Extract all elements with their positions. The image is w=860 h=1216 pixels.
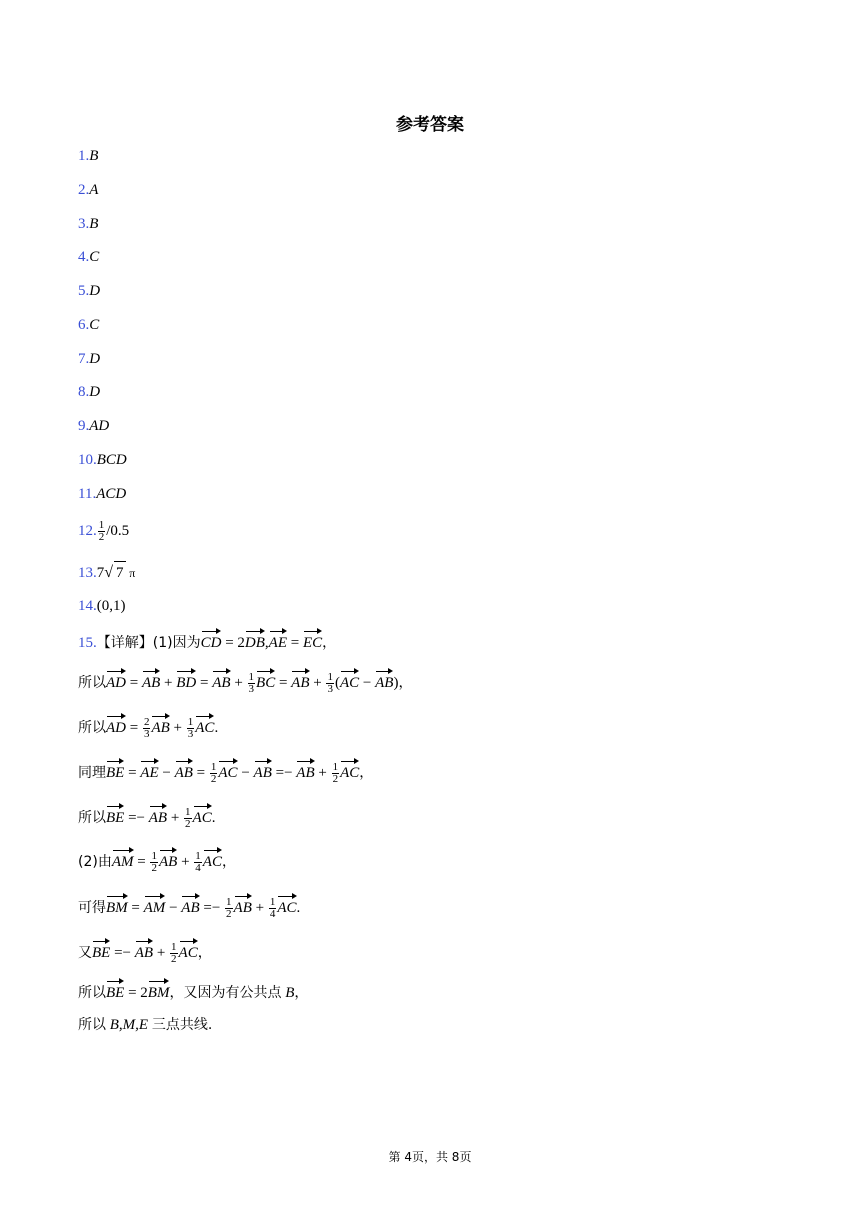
answer-item: [78, 348, 100, 370]
answer-value: D: [89, 283, 101, 299]
fraction: $\frac{1}{2}$: [98, 519, 105, 544]
answer-value: /0.5: [106, 523, 130, 539]
solution-line-1: 所以AD = AB + BD = AB + $\frac{1}{3}$ BC = AB + $\frac{1}{3}$ (AC − AB)，: [78, 668, 412, 695]
answer-12: [78, 520, 129, 543]
answer-number: 6.: [78, 317, 90, 333]
answer-value: B: [89, 216, 99, 232]
answer-item: [78, 246, 99, 268]
answer-value: C: [89, 249, 100, 265]
solution-line-4: 所以BE =− AB + $\frac{1}{2}$ AC.: [78, 803, 215, 830]
answer-item: [78, 213, 98, 235]
answer-number: 2.: [78, 182, 90, 198]
answer-number: 13.: [78, 565, 97, 581]
square-root: 7: [114, 561, 126, 584]
answer-number: 5.: [78, 283, 90, 299]
answer-item: [78, 314, 99, 336]
answer-item: [78, 145, 98, 167]
page-title: 参考答案: [396, 115, 464, 135]
answer-number: 15.: [78, 635, 97, 651]
answer-value: (0,1): [96, 598, 126, 614]
solution-line-6: 可得BM = AM − AB =− $\frac{1}{2}$ AB + $\frac{1}{4}$ AC.: [78, 893, 300, 920]
answer-value: D: [89, 384, 101, 400]
answer-value: BCD: [96, 452, 127, 468]
answer-number: 8.: [78, 384, 90, 400]
answer-value: ACD: [96, 486, 127, 502]
answer-value: B: [89, 148, 99, 164]
answer-item: [78, 381, 100, 403]
answer-value: C: [89, 317, 100, 333]
answer-15-heading: 15.【详解】(1)因为CD = 2DB,AE = EC，: [78, 628, 336, 654]
answer-13: 13.7√ 7 π: [78, 561, 135, 584]
answer-value: D: [89, 351, 101, 367]
page-footer: 第 4页，共 8页: [388, 1150, 472, 1164]
answer-number: 9.: [78, 418, 90, 434]
answer-number: 7.: [78, 351, 90, 367]
solution-line-2: 所以AD = $\frac{2}{3}$ AB + $\frac{1}{3}$ AC.: [78, 713, 218, 740]
answer-14: [78, 595, 126, 617]
solution-line-8: 所以BE = 2BM，又因为有公共点 B，: [78, 978, 308, 1004]
solution-line-3: 同理BE = AE − AB = $\frac{1}{2}$ AC − AB =− AB + $\frac{1}{2}$ AC，: [78, 758, 373, 785]
answer-value: A: [89, 182, 99, 198]
answer-number: 11.: [78, 486, 97, 502]
solution-line-7: 又BE =− AB + $\frac{1}{2}$ AC，: [78, 938, 212, 965]
answer-number: 3.: [78, 216, 90, 232]
answer-number: 10.: [78, 452, 97, 468]
answer-number: 14.: [78, 598, 97, 614]
answer-item: [78, 449, 127, 471]
answer-item: [78, 179, 98, 201]
answer-number: 1.: [78, 148, 90, 164]
answer-item: [78, 483, 126, 505]
answer-number: 4.: [78, 249, 90, 265]
answer-value: AD: [89, 418, 110, 434]
solution-line-9: 所以 B,M,E 三点共线.: [78, 1017, 213, 1033]
answer-number: 12.: [78, 523, 97, 539]
answer-item: [78, 280, 100, 302]
answer-item: [78, 415, 109, 437]
solution-line-5: (2)由AM = $\frac{1}{2}$ AB + $\frac{1}{4}$ AC，: [78, 847, 236, 874]
